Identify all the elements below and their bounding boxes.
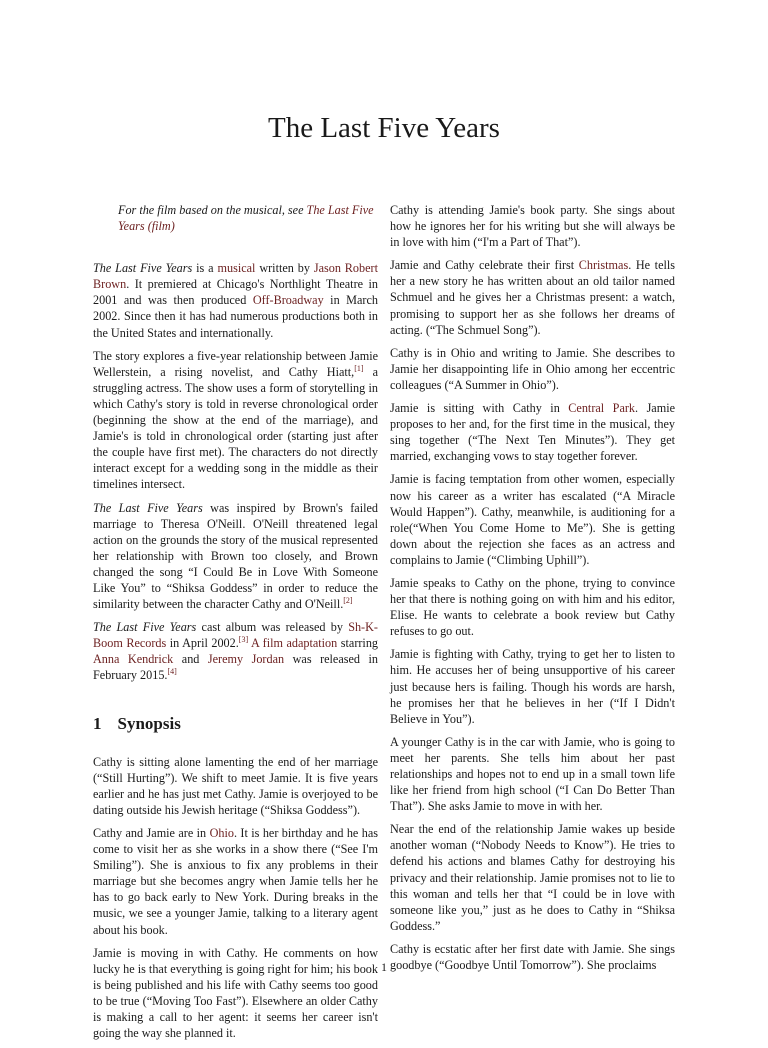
hatnote [93, 202, 378, 234]
text-run: . It premiered at Chicago's Northlight Theatre in 2001 and was then produced [93, 277, 378, 308]
synopsis-paragraph [390, 257, 675, 337]
intro-paragraph-2 [93, 348, 378, 493]
film-adaptation-link[interactable]: A film adaptation [250, 636, 338, 651]
text-run: . It is her birthday and he has come to visit her as she works in a show there (“See I'm Smiling”). She is anxious to fix any problems in their marriage but she becomes angry when Jamie tells her he has to go back early to New York. During breaks in the music, we see a younger Jamie, talking to a literary agent about his book. [93, 826, 378, 937]
text-run: in April 2002. [166, 636, 239, 651]
musical-link[interactable]: musical [217, 261, 256, 276]
text-run: Jamie is sitting with Cathy in [390, 401, 569, 416]
section-heading [93, 713, 378, 733]
text-run: . Jamie proposes to her and, for the first time in the musical, they sing together (“The Next Ten Minutes”). They get married, exchanging vows to stay together forever. [390, 401, 675, 464]
jeremy-jordan-link[interactable]: Jeremy Jordan [207, 652, 285, 667]
synopsis-paragraph: Near the end of the relationship Jamie wakes up beside another woman (“Nobody Needs to Know”). He tries to defend his actions and blames Cathy for destroying his privacy and their relationship. Jamie promises not to lie to this woman and tells her that “I could be in love with someone like you,” just as he does to Cathy in “Shiksa Goddess.” [390, 822, 675, 933]
reference-1-link[interactable]: [1] [354, 363, 364, 373]
work-title: The Last Five Years [93, 500, 203, 515]
work-title: The Last Five Years [93, 620, 197, 635]
text-run: in March 2002. Since then it has had numerous productions both in the United States and internationally. [93, 293, 378, 340]
text-run: starring [337, 636, 379, 651]
reference-3-link[interactable]: [3] [238, 635, 249, 645]
hatnote-text: For the film based on the musical, see [118, 203, 307, 217]
page-title: The Last Five Years [268, 112, 500, 144]
text-run: was released in February 2015. [93, 652, 378, 683]
text-run: and [173, 652, 208, 667]
synopsis-paragraph: Cathy is attending Jamie's book party. She sings about how he ignores her for his writing but she will always be in love with him (“I'm a Part of That”). [390, 203, 675, 250]
hatnote-film-link[interactable]: The Last Five Years (film) [118, 203, 374, 234]
text-run: . He tells her a new story he has written about an old tailor named Schmuel and he gives her a Christmas present: a watch, promising to support her as she follows her dreams of acting. (“The Schmuel Song”). [390, 258, 675, 337]
synopsis-paragraph: A younger Cathy is in the car with Jamie, who is going to meet her parents. She tells him about her past relationships and hopes not to end up in a small town life like her friend from high school (“I Can Do Better Than That”). She asks Jamie to move in with her. [390, 734, 675, 814]
synopsis-paragraph: Jamie is moving in with Cathy. He comments on how lucky he is that everything is going right for him; his book is being published and his life with Cathy seems too good to be true (“Moving Too Fast”). Elsewhere an older Cathy is making a call to her agent: it seems her career isn't going the way she planned it. [93, 945, 378, 1041]
reference-2-link[interactable]: [2] [343, 596, 353, 605]
synopsis-paragraph [93, 825, 378, 938]
synopsis-paragraph [390, 400, 675, 464]
text-run: cast album was released by [196, 620, 349, 635]
intro-paragraph-4 [93, 619, 378, 683]
synopsis-paragraph: Jamie is fighting with Cathy, trying to get her to listen to him. He accuses her of being unsupportive of his career just because hers is failing. Though his words are harsh, he promises her that he believes in her (“If I Didn't Believe in You”). [390, 647, 675, 726]
section-number: 1 [93, 713, 102, 733]
text-run: is a [192, 261, 218, 276]
text-run: The story explores a five-year relationship between Jamie Wellerstein, a rising novelist, and Cathy Hiatt, [93, 348, 378, 379]
synopsis-paragraph: Cathy is ecstatic after her first date with Jamie. She sings goodbye (“Goodbye Until Tomorrow”). She proclaims [390, 941, 675, 973]
intro-paragraph-1 [93, 260, 378, 340]
text-run: written by [255, 261, 314, 276]
work-title: The Last Five Years [93, 261, 193, 276]
sh-k-boom-records-link[interactable]: Sh-K-Boom Records [93, 620, 378, 651]
text-run: a struggling actress. The show uses a form of storytelling in which Cathy's story is told in reverse chronological order (beginning the show at the end of the marriage), and Jamie's is told in chronological order (starting just after the couple have first met). The characters do not directly interact except for a wedding song in the middle as their timelines intersect. [93, 364, 378, 492]
text-run: Jamie and Cathy celebrate their first [390, 258, 579, 273]
synopsis-paragraph: Jamie is facing temptation from other women, especially now his career as a writer has escalated (“A Miracle Would Happen”). Cathy, meanwhile, is auditioning for a role(“When You Come Home to Me”). She is getting down about the rejection she faces as an actress and complains to Jamie (“Climbing Uphill”). [390, 472, 675, 567]
section-title: Synopsis [117, 713, 181, 733]
ohio-link[interactable]: Ohio [209, 826, 234, 840]
reference-4-link[interactable]: [4] [167, 667, 177, 677]
synopsis-paragraph: Cathy is sitting alone lamenting the end of her marriage (“Still Hurting”). We shift to meet Jamie. It is five years earlier and he has just met Cathy. Jamie is overjoyed to be dating outside his Jewish heritage (“Shiksa Goddess”). [93, 754, 378, 817]
synopsis-paragraph: Cathy is in Ohio and writing to Jamie. She describes to Jamie her disappointing life in Ohio among her eccentric colleagues (“A Summer in Ohio”). [390, 345, 675, 392]
synopsis-paragraph: Jamie speaks to Cathy on the phone, trying to convince her that there is nothing going on with him and his editor, Elise. He wants to celebrate a book review but Cathy refuses to go out. [390, 575, 675, 639]
left-column [93, 202, 378, 1048]
right-column [390, 202, 675, 980]
central-park-link[interactable]: Central Park [568, 401, 636, 416]
page-number: 1 [381, 960, 387, 974]
intro-paragraph-3 [93, 500, 378, 613]
text-run: was inspired by Brown's failed marriage to Theresa O'Neill. O'Neill threatened legal action on the grounds the story of the musical represented her relationship with Brown too closely, and Brown changed the song “I Could Be in Love With Someone Like You” to “Shiksa Goddess” in order to reduce the similarity between the character Cathy and O'Neill. [93, 500, 378, 612]
text-run: Cathy and Jamie are in [93, 826, 210, 840]
off-broadway-link[interactable]: Off-Broadway [252, 293, 324, 308]
anna-kendrick-link[interactable]: Anna Kendrick [93, 652, 174, 667]
jason-robert-brown-link[interactable]: Jason Robert Brown [93, 261, 378, 292]
christmas-link[interactable]: Christmas [578, 258, 629, 273]
